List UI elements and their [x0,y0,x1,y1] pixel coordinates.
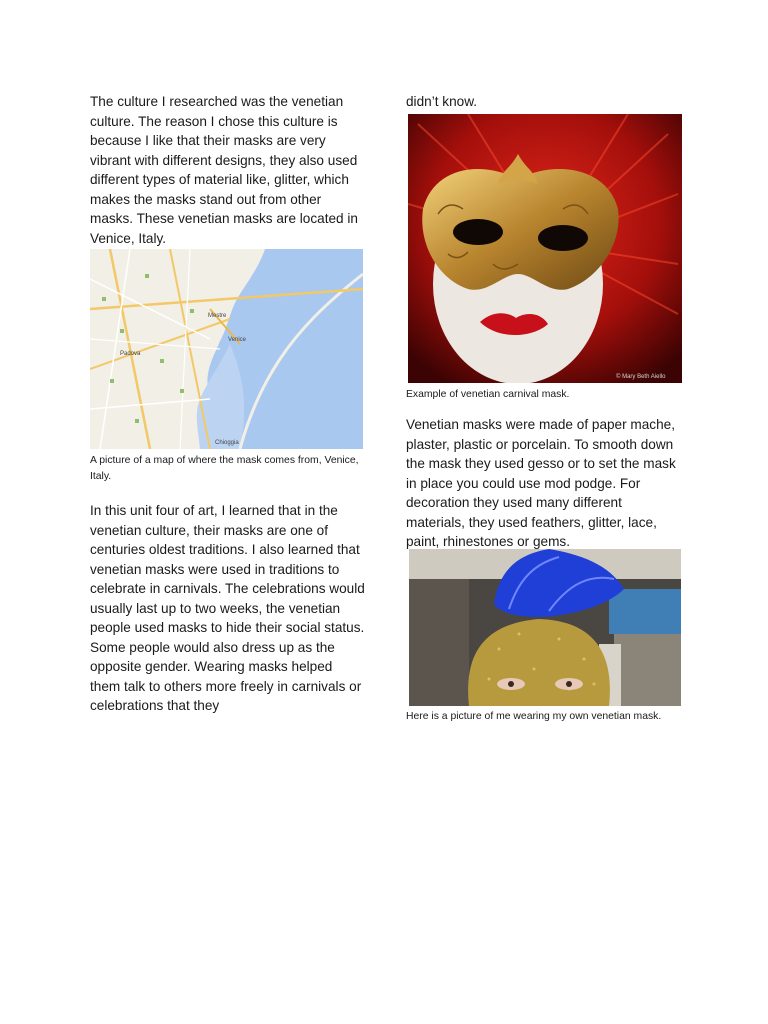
self-portrait-image [409,549,681,706]
self-portrait-caption: Here is a picture of me wearing my own venetian mask. [406,711,662,722]
mask-photo-credit: © Mary Beth Aiello [616,374,666,380]
venetian-mask-image [408,114,682,383]
map-label-mestre: Mestre [208,313,227,319]
left-column [90,92,365,716]
venice-map-image [90,249,363,449]
map-label-chioggia: Chioggia [215,440,239,446]
materials-paragraph: Venetian masks were made of paper mache, plaster, plastic or porcelain. To smooth down the mask they used gesso or to set the mask in place you could use mod podge. For decoration they used many different materials, they used feathers, glitter, lace, paint, rhinestones or gems. [406,417,676,549]
learning-paragraph-continued: didn’t know. [406,94,478,109]
right-column [406,92,681,725]
map-label-padova: Padova [120,351,141,357]
learning-paragraph: In this unit four of art, I learned that in the venetian culture, their masks are one of centuries oldest traditions. I also learned that venetian masks were used in traditions to celebrate in carnivals. The celebrations would usually last up to two weeks, the venetian people used masks to hide their social status. Some people would also dress up as the opposite gender. Wearing masks helped them talk to others more freely in carnivals or celebrations that they [90,503,365,713]
intro-paragraph: The culture I researched was the venetian culture. The reason I chose this culture is because I like that their masks are very vibrant with different designs, they also used different types of material like, glitter, which makes the masks stand out from other masks. These venetian masks are located in Venice, Italy. [90,94,358,246]
mask-caption: Example of venetian carnival mask. [406,389,570,400]
map-caption: A picture of a map of where the mask comes from, Venice, Italy. [90,455,359,482]
map-label-venice: Venice [228,337,247,343]
